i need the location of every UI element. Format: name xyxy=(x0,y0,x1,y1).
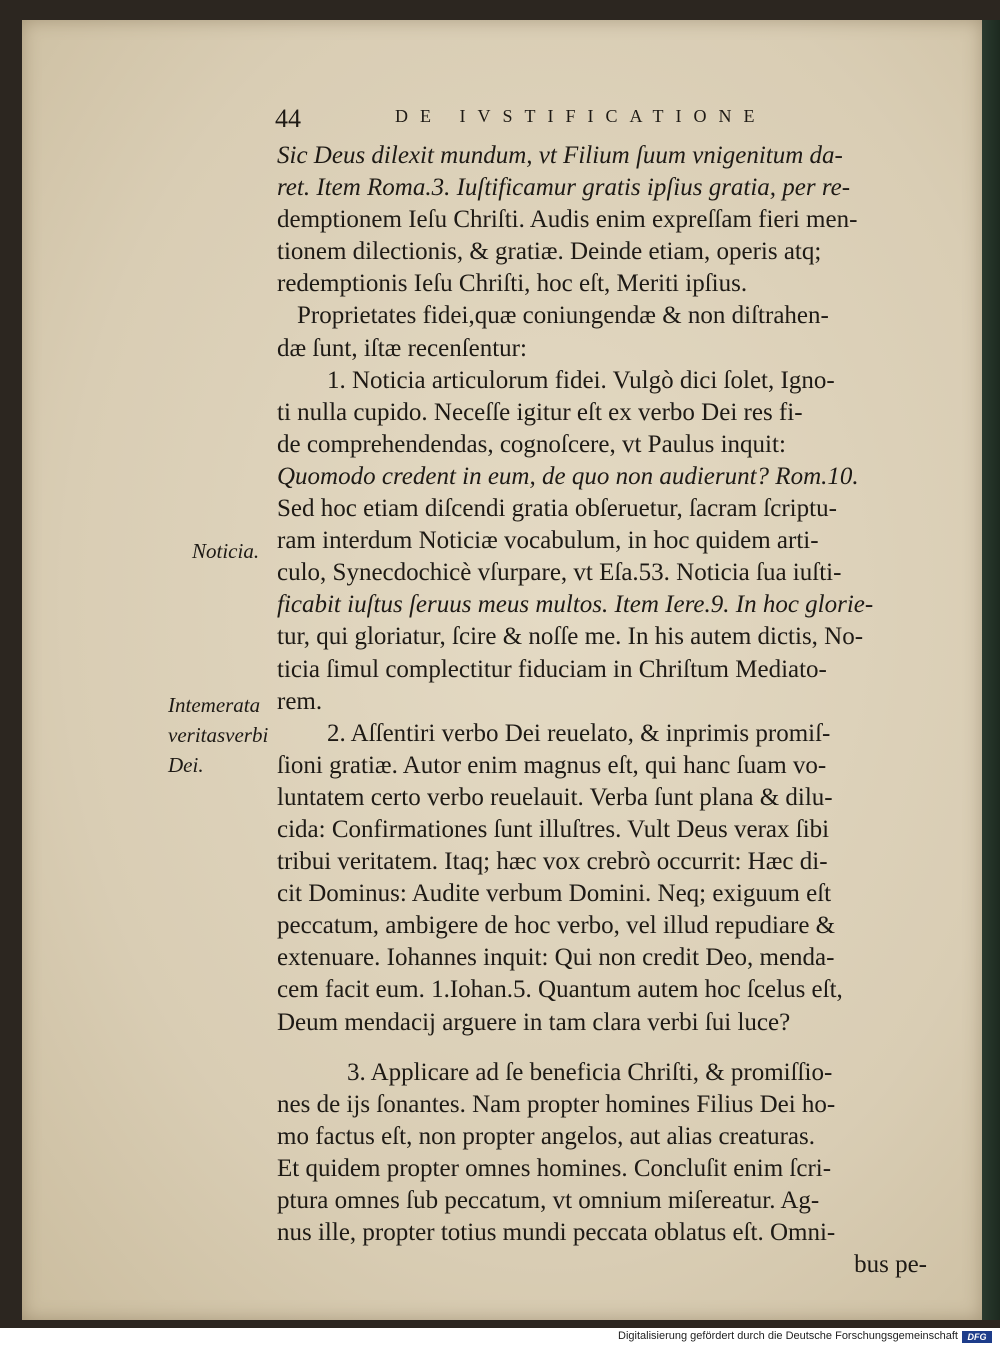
text-line: cit Dominus: Audite verbum Domini. Neq; exiguum eſt xyxy=(277,880,832,908)
page-number: 44 xyxy=(275,104,301,133)
text-line: ret. Item Roma.3. Iuſtificamur gratis ipſius gratia, per re- xyxy=(277,174,851,202)
text-line: luntatem certo verbo reuelauit. Verba ſunt plana & dilu- xyxy=(277,783,833,811)
text-line: 1. Noticia articulorum fidei. Vulgò dici ſolet, Igno- xyxy=(327,366,835,394)
text-line: 3. Applicare ad ſe beneficia Chriſti, & promiſſio- xyxy=(347,1058,833,1086)
text-line: tur, qui gloriatur, ſcire & noſſe me. In his autem dictis, No- xyxy=(277,623,864,651)
dfg-logo: DFG xyxy=(962,1331,992,1343)
page-header xyxy=(275,104,925,134)
text-line: extenuare. Iohannes inquit: Qui non credit Deo, menda- xyxy=(277,944,835,972)
margin-note-line: veritasverbi xyxy=(168,723,269,747)
text-line: cida: Confirmationes ſunt illuſtres. Vult Deus verax ſibi xyxy=(277,815,830,843)
text-line: ti nulla cupido. Neceſſe igitur eſt ex verbo Dei res fi- xyxy=(277,398,803,426)
margin-note-line: Dei. xyxy=(168,753,204,777)
text-line: rem. xyxy=(277,687,323,715)
text-line: Quomodo credent in eum, de quo non audierunt? Rom.10. xyxy=(277,462,859,490)
body-text xyxy=(277,140,927,1281)
text-line: ptura omnes ſub peccatum, vt omnium miſereatur. Ag- xyxy=(277,1187,820,1214)
catchword: bus pe- xyxy=(854,1251,927,1279)
text-line: Deum mendacij arguere in tam clara verbi ſui luce? xyxy=(277,1008,791,1036)
text-line: ram interdum Noticiæ vocabulum, in hoc quidem arti- xyxy=(277,527,819,555)
text-line: culo, Synecdochicè vſurpare, vt Eſa.53. Noticia ſua iuſti- xyxy=(277,559,842,587)
running-title: DE IVSTIFICATIONE xyxy=(395,106,767,126)
text-line: nus ille, propter totius mundi peccata oblatus eſt. Omni- xyxy=(277,1219,836,1247)
text-line: Proprietates fidei,quæ coniungendæ & non diſtrahen- xyxy=(297,302,829,330)
text-line: cem facit eum. 1.Iohan.5. Quantum autem hoc ſcelus eſt, xyxy=(277,976,843,1004)
text-line: Et quidem propter omnes homines. Concluſit enim ſcri- xyxy=(277,1154,832,1182)
margin-note-noticia: Noticia. xyxy=(192,539,260,563)
text-line: tionem dilectionis, & gratiæ. Deinde etiam, operis atq; xyxy=(277,238,822,266)
footer-bar xyxy=(0,1328,1000,1346)
text-line: peccatum, ambigere de hoc verbo, vel illud repudiare & xyxy=(277,912,836,940)
text-line: Sic Deus dilexit mundum, vt Filium ſuum vnigenitum da- xyxy=(277,142,843,169)
text-line: ſioni gratiæ. Autor enim magnus eſt, qui hanc ſuam vo- xyxy=(277,751,827,779)
text-line: nes de ijs ſonantes. Nam propter homines Filius Dei ho- xyxy=(277,1090,836,1118)
book-edge xyxy=(982,20,1000,1320)
text-line: demptionem Ieſu Chriſti. Audis enim expreſſam fieri men- xyxy=(277,206,858,234)
text-line: dæ ſunt, iſtæ recenſentur: xyxy=(277,334,527,362)
paragraph-gap xyxy=(277,1039,927,1057)
margin-note-intemerata xyxy=(168,690,268,780)
text-line: mo factus eſt, non propter angelos, aut alias creaturas. xyxy=(277,1122,816,1150)
text-line: ticia ſimul complectitur fiduciam in Chriſtum Mediato- xyxy=(277,655,827,683)
text-line: tribui veritatem. Itaq; hæc vox crebrò occurrit: Hæc di- xyxy=(277,848,828,876)
margin-note-line: Intemerata xyxy=(168,693,261,717)
funding-credit: Digitalisierung gefördert durch die Deutsche Forschungsgemeinschaft xyxy=(618,1330,958,1342)
text-line: ficabit iuſtus ſeruus meus multos. Item Iere.9. In hoc glorie- xyxy=(277,591,874,619)
text-line: Sed hoc etiam diſcendi gratia obſeruetur, ſacram ſcriptu- xyxy=(277,495,837,523)
text-line: redemptionis Ieſu Chriſti, hoc eſt, Meriti ipſius. xyxy=(277,270,748,298)
text-line: 2. Aſſentiri verbo Dei reuelato, & inprimis promiſ- xyxy=(327,719,831,747)
text-line: de comprehendendas, cognoſcere, vt Paulus inquit: xyxy=(277,430,786,458)
